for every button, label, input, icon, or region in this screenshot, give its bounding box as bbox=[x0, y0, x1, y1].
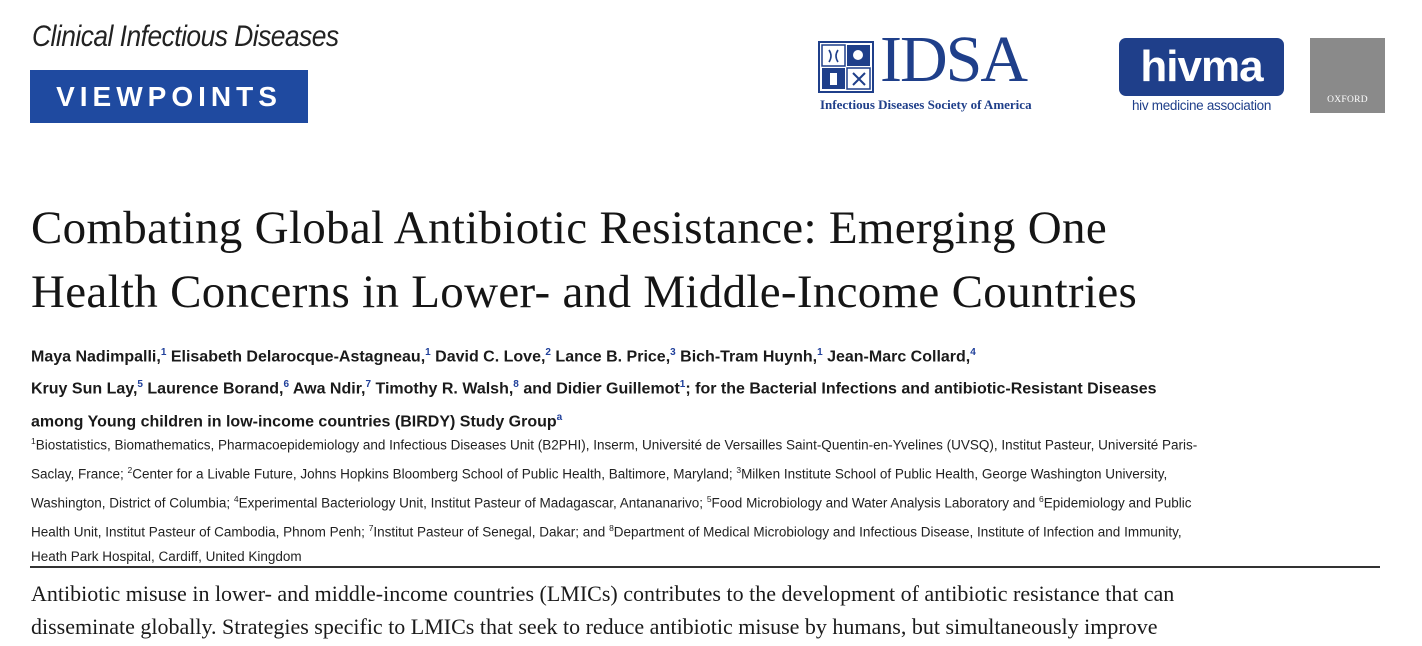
affiliation-marker: 2 bbox=[127, 464, 133, 475]
author-name[interactable]: and Didier Guillemot bbox=[523, 380, 680, 398]
affiliation-text: Center for a Livable Future, Johns Hopkins Bloomberg School of Public Health, Baltimore, Maryland; bbox=[132, 466, 737, 482]
study-group-text: among Young children in low-income countries (BIRDY) Study Group bbox=[31, 412, 557, 430]
abstract bbox=[31, 577, 1383, 643]
author-line bbox=[31, 339, 1371, 371]
abstract-line: Antibiotic misuse in lower- and middle-income countries (LMICs) contributes to the development of antibiotic resistance that can bbox=[31, 581, 1175, 606]
affiliation-marker: 4 bbox=[233, 493, 239, 504]
affiliation-marker: 6 bbox=[1038, 493, 1044, 504]
affiliation-line bbox=[31, 429, 1376, 458]
affiliation-text: Epidemiology and Public bbox=[1043, 495, 1192, 511]
idsa-subtitle: Infectious Diseases Society of America bbox=[820, 97, 1032, 112]
affiliation-marker: 5 bbox=[706, 493, 712, 504]
section-divider bbox=[30, 566, 1380, 568]
author-list bbox=[31, 339, 1371, 436]
affiliation-text: Food Microbiology and Water Analysis Laboratory and bbox=[711, 495, 1039, 511]
author-name[interactable]: Timothy R. Walsh, bbox=[375, 380, 514, 398]
article-title-line: Health Concerns in Lower- and Middle-Income Countries bbox=[31, 266, 1138, 318]
section-badge: VIEWPOINTS bbox=[30, 70, 308, 123]
study-group-footnote-marker[interactable]: a bbox=[556, 411, 563, 423]
affiliation-text: Washington, District of Columbia; bbox=[31, 495, 234, 511]
author-affiliation-marker[interactable]: 1 bbox=[679, 379, 686, 391]
author-name[interactable]: Maya Nadimpalli, bbox=[31, 348, 161, 366]
idsa-wordmark: IDSA bbox=[880, 23, 1027, 96]
affiliation-marker: 3 bbox=[736, 464, 742, 475]
author-name[interactable]: Kruy Sun Lay, bbox=[31, 380, 138, 398]
author-name[interactable]: Laurence Borand, bbox=[147, 380, 284, 398]
hivma-wordmark: hivma bbox=[1119, 38, 1284, 96]
affiliations bbox=[31, 429, 1376, 569]
affiliation-text: Milken Institute School of Public Health, George Washington University, bbox=[741, 466, 1168, 482]
author-affiliation-marker[interactable]: 1 bbox=[817, 347, 823, 358]
affiliation-text: Health Unit, Institut Pasteur of Cambodia, Phnom Penh; bbox=[31, 524, 369, 540]
hivma-subtitle: hiv medicine association bbox=[1131, 98, 1272, 113]
author-name[interactable]: Awa Ndir, bbox=[292, 380, 366, 398]
study-group-text: ; for the Bacterial Infections and antibiotic-Resistant Diseases bbox=[685, 380, 1157, 398]
author-name[interactable]: Lance B. Price, bbox=[555, 348, 671, 366]
article-title-line: Combating Global Antibiotic Resistance: Emerging One bbox=[31, 202, 1107, 254]
article-title bbox=[31, 196, 1411, 324]
author-name[interactable]: David C. Love, bbox=[435, 348, 546, 366]
affiliation-text: Experimental Bacteriology Unit, Institut Pasteur of Madagascar, Antananarivo; bbox=[238, 495, 707, 511]
affiliation-text: Institut Pasteur of Senegal, Dakar; and bbox=[373, 524, 610, 540]
affiliation-line bbox=[31, 487, 1376, 516]
author-affiliation-marker[interactable]: 1 bbox=[160, 347, 167, 358]
author-affiliation-marker[interactable]: 6 bbox=[283, 379, 289, 391]
author-name[interactable]: Jean-Marc Collard, bbox=[827, 348, 971, 366]
author-affiliation-marker[interactable]: 8 bbox=[513, 379, 519, 391]
author-line bbox=[31, 371, 1371, 403]
oxford-logo[interactable]: OXFORD bbox=[1310, 38, 1385, 113]
affiliation-marker: 8 bbox=[609, 522, 614, 533]
affiliation-text: Department of Medical Microbiology and Infectious Disease, Institute of Infection and Immunity, bbox=[613, 524, 1182, 540]
affiliation-marker: 1 bbox=[31, 436, 36, 446]
author-name[interactable]: Bich-Tram Huynh, bbox=[680, 348, 818, 366]
affiliation-line bbox=[31, 458, 1376, 487]
abstract-line: disseminate globally. Strategies specific to LMICs that seek to reduce antibiotic misuse by humans, but simultaneously improve bbox=[31, 614, 1158, 639]
author-name[interactable]: Elisabeth Delarocque-Astagneau, bbox=[170, 348, 426, 366]
affiliation-line bbox=[31, 516, 1376, 545]
author-affiliation-marker[interactable]: 7 bbox=[365, 379, 372, 391]
affiliation-text: Heath Park Hospital, Cardiff, United Kingdom bbox=[31, 548, 302, 564]
author-affiliation-marker[interactable]: 4 bbox=[970, 347, 976, 358]
author-affiliation-marker[interactable]: 2 bbox=[545, 347, 551, 358]
author-affiliation-marker[interactable]: 3 bbox=[670, 347, 676, 358]
journal-name: Clinical Infectious Diseases bbox=[32, 20, 339, 53]
affiliation-marker: 7 bbox=[368, 522, 374, 533]
author-affiliation-marker[interactable]: 1 bbox=[425, 347, 431, 358]
affiliation-text: Saclay, France; bbox=[31, 466, 128, 482]
hivma-logo[interactable] bbox=[1119, 38, 1284, 114]
idsa-logo[interactable] bbox=[818, 23, 1103, 117]
author-affiliation-marker[interactable]: 5 bbox=[137, 379, 143, 391]
affiliation-text: Biostatistics, Biomathematics, Pharmacoepidemiology and Infectious Diseases Unit (B2PHI), Inserm, Université de Versailles Saint-Quentin-en-Yvelines (UVSQ), Institut Pasteur, Université Paris- bbox=[35, 437, 1198, 453]
idsa-emblem-icon bbox=[818, 41, 874, 93]
